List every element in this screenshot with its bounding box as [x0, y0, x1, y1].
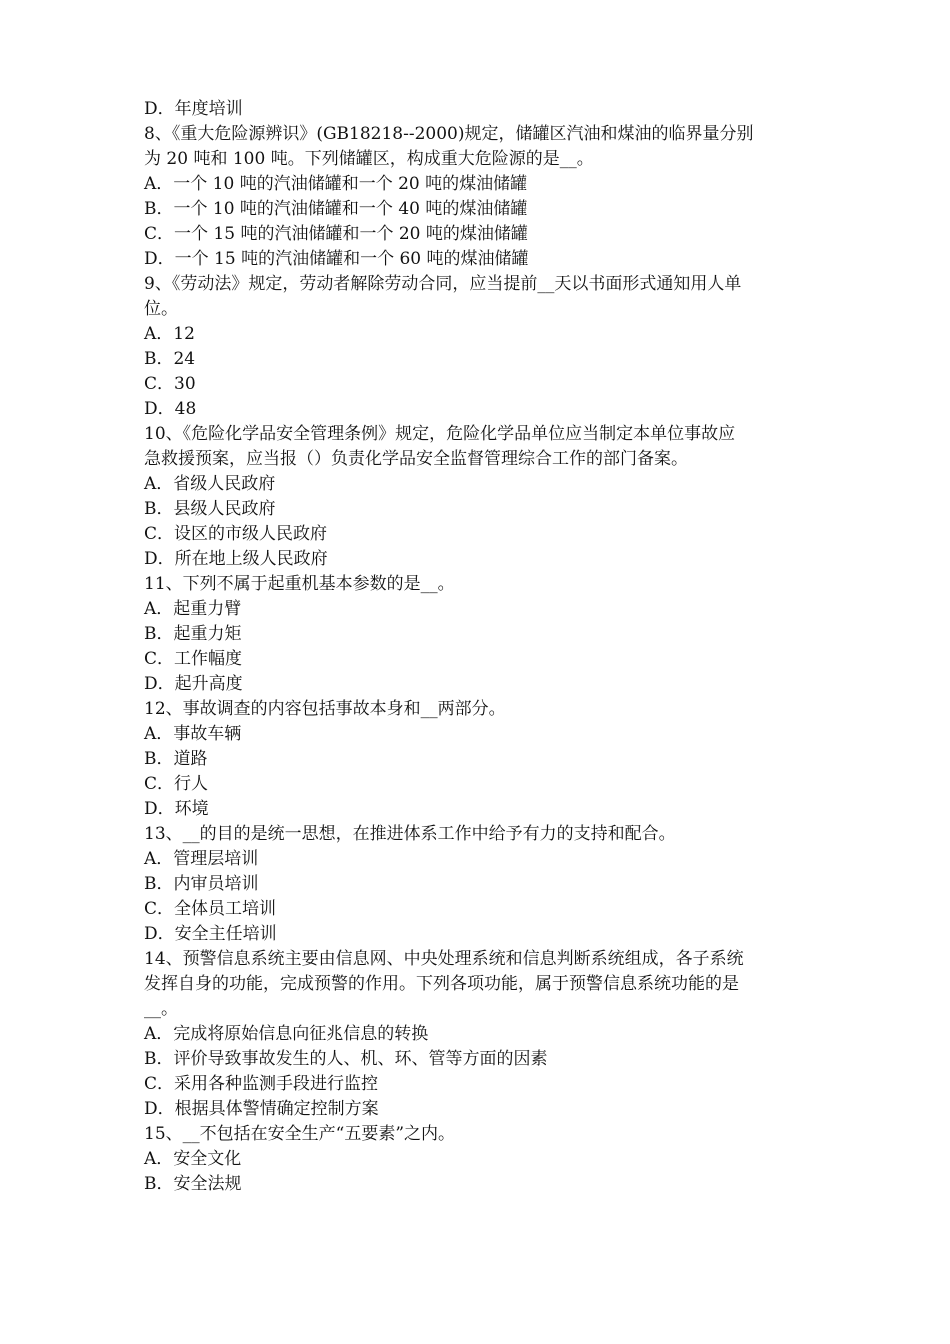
answer-option: B．安全法规 — [144, 1174, 242, 1194]
answer-option: C．一个 15 吨的汽油储罐和一个 20 吨的煤油储罐 — [144, 224, 528, 244]
answer-option: B．一个 10 吨的汽油储罐和一个 40 吨的煤油储罐 — [144, 199, 528, 219]
answer-option: D．所在地上级人民政府 — [144, 549, 328, 569]
answer-option: C．采用各种监测手段进行监控 — [144, 1074, 379, 1094]
answer-option: D．起升高度 — [144, 674, 243, 694]
question-text: 9、《劳动法》规定，劳动者解除劳动合同，应当提前__天以书面形式通知用人单 — [144, 274, 742, 294]
document-page — [144, 97, 814, 1197]
answer-option: A．安全文化 — [144, 1149, 242, 1169]
answer-option: C．设区的市级人民政府 — [144, 524, 328, 544]
answer-option: B．24 — [144, 349, 196, 369]
answer-option: A．省级人民政府 — [144, 474, 276, 494]
answer-option: A．12 — [144, 324, 195, 344]
question-text: 位。 — [144, 299, 178, 319]
answer-option: B．道路 — [144, 749, 208, 769]
answer-option: C．全体员工培训 — [144, 899, 277, 919]
answer-option: D．48 — [144, 399, 197, 419]
answer-option: B．内审员培训 — [144, 874, 259, 894]
answer-option: D．年度培训 — [144, 99, 243, 119]
answer-option: D．根据具体警情确定控制方案 — [144, 1099, 379, 1119]
question-text: 8、《重大危险源辨识》(GB18218--2000)规定，储罐区汽油和煤油的临界量分别 — [144, 124, 754, 144]
question-text: 为 20 吨和 100 吨。下列储罐区，构成重大危险源的是__。 — [144, 149, 594, 169]
question-text: 发挥自身的功能，完成预警的作用。下列各项功能，属于预警信息系统功能的是 — [144, 974, 739, 994]
question-text: 11、下列不属于起重机基本参数的是__。 — [144, 574, 455, 594]
answer-option: A．一个 10 吨的汽油储罐和一个 20 吨的煤油储罐 — [144, 174, 528, 194]
answer-option: C．30 — [144, 374, 196, 394]
answer-option: A．起重力臂 — [144, 599, 242, 619]
answer-option: C．行人 — [144, 774, 209, 794]
question-text: 急救援预案，应当报（）负责化学品安全监督管理综合工作的部门备案。 — [144, 449, 688, 469]
question-text: __。 — [144, 999, 178, 1019]
answer-option: D．安全主任培训 — [144, 924, 277, 944]
answer-option: D．一个 15 吨的汽油储罐和一个 60 吨的煤油储罐 — [144, 249, 529, 269]
question-text: 12、事故调查的内容包括事故本身和__两部分。 — [144, 699, 506, 719]
answer-option: B．县级人民政府 — [144, 499, 276, 519]
answer-option: A．完成将原始信息向征兆信息的转换 — [144, 1024, 429, 1044]
question-text: 13、__的目的是统一思想，在推进体系工作中给予有力的支持和配合。 — [144, 824, 676, 844]
answer-option: B．评价导致事故发生的人、机、环、管等方面的因素 — [144, 1049, 548, 1069]
question-text: 15、__不包括在安全生产“五要素”之内。 — [144, 1124, 456, 1144]
answer-option: A．事故车辆 — [144, 724, 242, 744]
answer-option: C．工作幅度 — [144, 649, 243, 669]
answer-option: D．环境 — [144, 799, 209, 819]
answer-option: A．管理层培训 — [144, 849, 259, 869]
question-text: 10、《危险化学品安全管理条例》规定，危险化学品单位应当制定本单位事故应 — [144, 424, 736, 444]
answer-option: B．起重力矩 — [144, 624, 242, 644]
question-text: 14、预警信息系统主要由信息网、中央处理系统和信息判断系统组成，各子系统 — [144, 949, 744, 969]
